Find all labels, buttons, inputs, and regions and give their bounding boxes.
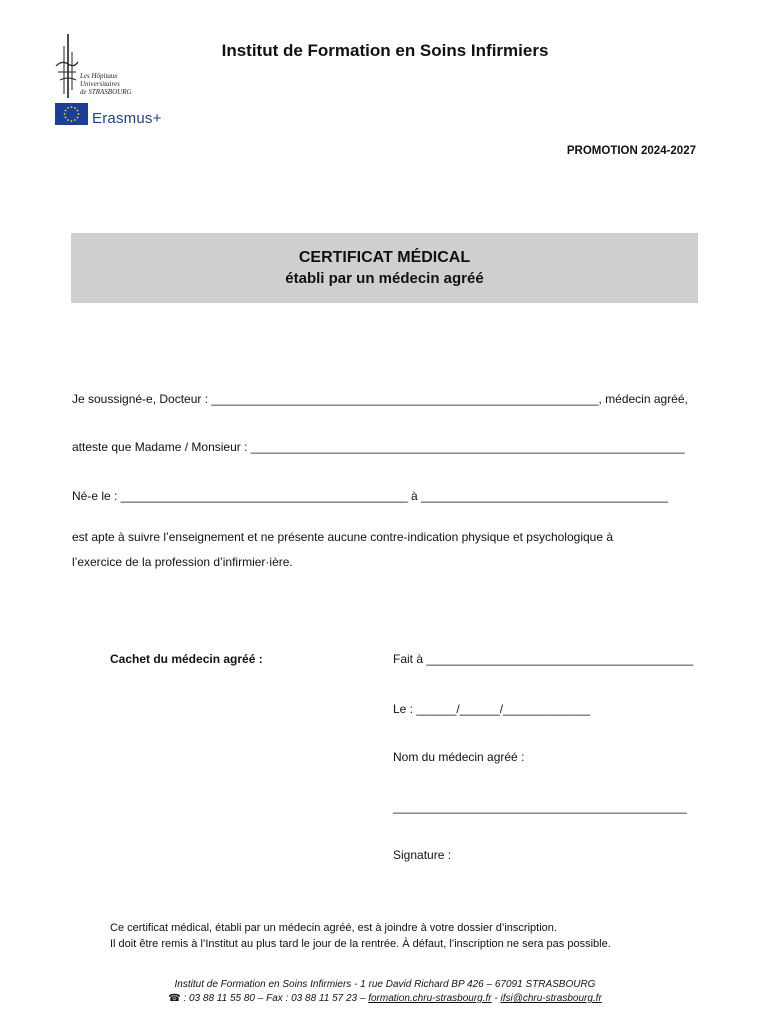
doctor-name-line: Je soussigné-e, Docteur : __________________________________________________________, médecin agréé, bbox=[72, 392, 688, 406]
signature-label: Signature : bbox=[393, 848, 452, 862]
footer-separator: - bbox=[491, 993, 501, 1004]
aptitude-line-2: l’exercice de la profession d’infirmier·ière. bbox=[72, 555, 293, 569]
phone-icon: ☎ bbox=[168, 993, 181, 1004]
email-link[interactable]: ifsi@chru-strasbourg.fr bbox=[500, 993, 602, 1004]
aptitude-line-1: est apte à suivre l’enseignement et ne présente aucune contre-indication physique et psychologique à bbox=[72, 530, 614, 544]
hospital-logo-line2: Universitaires bbox=[80, 80, 120, 88]
promotion-label: PROMOTION 2024-2027 bbox=[566, 145, 696, 157]
doctor-name-blank: ____________________________________________ bbox=[393, 800, 687, 814]
hospital-logo-text bbox=[80, 72, 132, 96]
eu-flag-icon bbox=[55, 103, 88, 125]
note-line-1: Ce certificat médical, établi par un médecin agréé, est à joindre à votre dossier d’inscription. bbox=[110, 922, 557, 934]
note-line-2: Il doit être remis à l’Institut au plus tard le jour de la rentrée. À défaut, l’inscription ne sera pas possible. bbox=[110, 938, 611, 950]
hospital-logo-line3: de STRASBOURG bbox=[80, 88, 132, 96]
stamp-label: Cachet du médecin agréé : bbox=[110, 652, 263, 666]
birth-line: Né-e le : ___________________________________________ à _____________________________________ bbox=[72, 489, 668, 503]
institute-title: Institut de Formation en Soins Infirmiers bbox=[221, 41, 549, 60]
patient-name-line: atteste que Madame / Monsieur : _________________________________________________________________ bbox=[72, 440, 685, 454]
doctor-name-label: Nom du médecin agréé : bbox=[393, 750, 525, 764]
footer-phone-fax: : 03 88 11 55 80 – Fax : 03 88 11 57 23 – bbox=[180, 993, 369, 1004]
hospital-logo-line1: Les Hôpitaux bbox=[80, 72, 118, 80]
erasmus-logo-label: Erasmus+ bbox=[92, 110, 162, 127]
footer-contact bbox=[0, 993, 770, 1004]
date-line: Le : ______/______/_____________ bbox=[393, 702, 590, 716]
website-link[interactable]: formation.chru-strasbourg.fr bbox=[368, 993, 492, 1004]
fait-a-line: Fait à ________________________________________ bbox=[393, 652, 694, 666]
certificate-subtitle: établi par un médecin agréé bbox=[285, 270, 484, 287]
title-banner bbox=[71, 233, 698, 303]
certificate-title: CERTIFICAT MÉDICAL bbox=[298, 249, 471, 266]
footer-address: Institut de Formation en Soins Infirmiers - 1 rue David Richard BP 426 – 67091 STRASBOURG bbox=[174, 979, 596, 990]
